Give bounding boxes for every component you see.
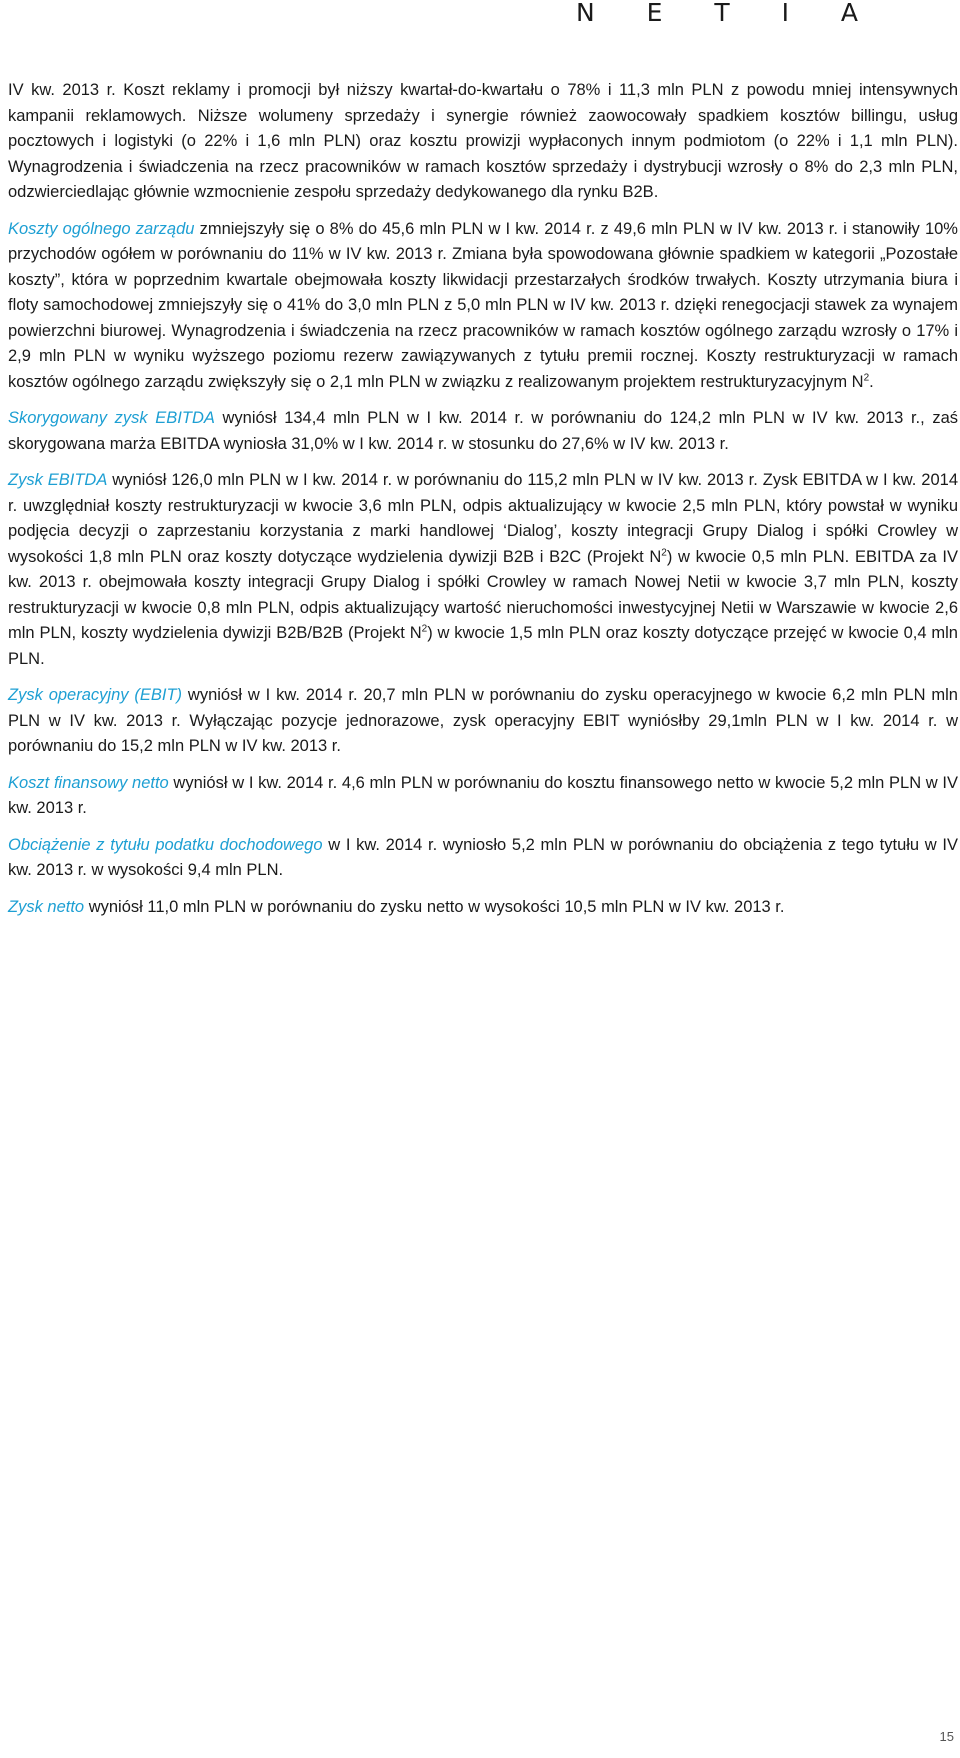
term-net-profit: Zysk netto (8, 897, 85, 916)
paragraph-adjusted-ebitda (8, 406, 958, 457)
paragraph-ebit (8, 683, 958, 760)
superscript: 2 (421, 623, 428, 635)
term-adjusted-ebitda: Skorygowany zysk EBITDA (8, 409, 215, 427)
paragraph-text: wyniósł 11,0 mln PLN w porównaniu do zysku netto w wysokości 10,5 mln PLN w IV kw. 2013 r. (84, 897, 785, 916)
term-general-admin-costs: Koszty ogólnego zarządu (8, 219, 195, 238)
netia-logo: N E T I A (575, 0, 880, 27)
paragraph-text: wyniósł w I kw. 2014 r. 4,6 mln PLN w porównaniu do kosztu finansowego netto w kwocie 5,2 mln PLN w IV kw. 2013 r. (8, 773, 958, 817)
paragraph-text: ) w kwocie 0,5 mln PLN. EBITDA za IV kw. 2013 r. obejmowała koszty integracji Grupy Dialog i spółki Crowley w ramach Nowej Netii w kwocie 3,7 mln PLN, koszty restrukturyzacji w kwocie 0,8 mln PLN, odpis aktualizujący wartość nieruchomości inwestycyjnej Netii w Warszawie w kwocie 2,6 mln PLN, koszty wydzielenia dywizji B2B/B2B (Projekt N (8, 547, 958, 642)
term-ebit: Zysk operacyjny (EBIT) (8, 686, 183, 704)
superscript: 2 (661, 547, 667, 558)
paragraph-text: wyniósł 134,4 mln PLN w I kw. 2014 r. w porównaniu do 124,2 mln PLN w IV kw. 2013 r., zaś skorygowana marża EBITDA wyniosła 31,0% w I kw. 2014 r. w stosunku do 27,6% w IV kw. 2013 r. (8, 409, 959, 453)
page-number: 15 (939, 1729, 954, 1744)
term-ebitda: Zysk EBITDA (8, 471, 108, 489)
paragraph-text: w I kw. 2014 r. wyniosło 5,2 mln PLN w porównaniu do obciążenia z tego tytułu w IV kw. 2013 r. w wysokości 9,4 mln PLN. (8, 835, 958, 879)
paragraph-text: wyniósł 126,0 mln PLN w I kw. 2014 r. w porównaniu do 115,2 mln PLN w IV kw. 2013 r. Zysk EBITDA w I kw. 2014 r. uwzględniał koszty restrukturyzacji w kwocie 3,6 mln PLN, odpis aktualizujący w kwocie 2,5 mln PLN, który powstał w wyniku podjęcia decyzji o zaprzestaniu korzystania z marki handlowej ‘Dialog’, koszty integracji Grupy Dialog i spółki Crowley w wysokości 1,8 mln PLN oraz koszty dotyczące wydzielenia dywizji B2B i B2C (Projekt N (8, 471, 958, 566)
paragraph-income-tax (8, 833, 958, 884)
paragraph-sales-costs (8, 78, 958, 206)
paragraph-net-financial-cost (8, 771, 958, 822)
paragraph-text: zmniejszyły się o 8% do 45,6 mln PLN w I kw. 2014 r. z 49,6 mln PLN w IV kw. 2013 r. i stanowiły 10% przychodów ogółem w porównaniu do 11% w IV kw. 2013 r. Zmiana była spowodowana głównie spadkiem w kategorii „Pozostałe koszty”, która w poprzednim kwartale obejmowała koszty likwidacji przestarzałych środków trwałych. Koszty utrzymania biura i floty samochodowej zmniejszyły się o 41% do 3,0 mln PLN z 5,0 mln PLN w IV kw. 2013 r. dzięki renegocjacji stawek za wynajem powierzchni biurowej. Wynagrodzenia i świadczenia na rzecz pracowników w ramach kosztów ogólnego zarządu wzrosły o 17% i 2,9 mln PLN w wyniku wyższego poziomu rezerw zawiązywanych z tytułu premii rocznej. Koszty restrukturyzacji w ramach kosztów ogólnego zarządu zwiększyły się o 2,1 mln PLN w związku z realizowanym projektem restrukturyzacyjnym N (8, 219, 958, 391)
paragraph-text: wyniósł w I kw. 2014 r. 20,7 mln PLN w porównaniu do zysku operacyjnego w kwocie 6,2 mln PLN mln PLN w IV kw. 2013 r. Wyłączając pozycje jednorazowe, zysk operacyjny EBIT wyniósłby 29,1mln PLN w I kw. 2014 r. w porównaniu do 15,2 mln PLN w IV kw. 2013 r. (8, 686, 958, 755)
paragraph-general-admin-costs (8, 217, 958, 396)
paragraph-ebitda (8, 468, 958, 672)
paragraph-net-profit (8, 895, 958, 921)
term-income-tax: Obciążenie z tytułu podatku dochodowego (8, 835, 323, 854)
superscript: 2 (863, 372, 870, 383)
paragraph-text-end: . (869, 372, 874, 391)
term-net-financial-cost: Koszt finansowy netto (8, 773, 169, 792)
paragraph-text: IV kw. 2013 r. Koszt reklamy i promocji był niższy kwartał-do-kwartału o 78% i 11,3 mln PLN z powodu mniej intensywnych kampanii reklamowych. Niższe wolumeny sprzedaży i synergie również zaowocowały spadkiem kosztów billingu, usług pocztowych i logistyki (o 22% i 1,6 mln PLN) oraz kosztu prowizji wypłaconych innym podmiotom (o 22% i 1,1 mln PLN). Wynagrodzenia i świadczenia na rzecz pracowników w ramach kosztów sprzedaży i dystrybucji wzrosły o 8% do 2,3 mln PLN, odzwierciedlając głównie wzmocnienie zespołu sprzedaży dedykowanego dla rynku B2B. (8, 81, 958, 201)
paragraph-text: ) w kwocie 1,5 mln PLN oraz koszty dotyczące przejęć w kwocie 0,4 mln PLN. (8, 624, 958, 668)
document-body (8, 78, 958, 931)
